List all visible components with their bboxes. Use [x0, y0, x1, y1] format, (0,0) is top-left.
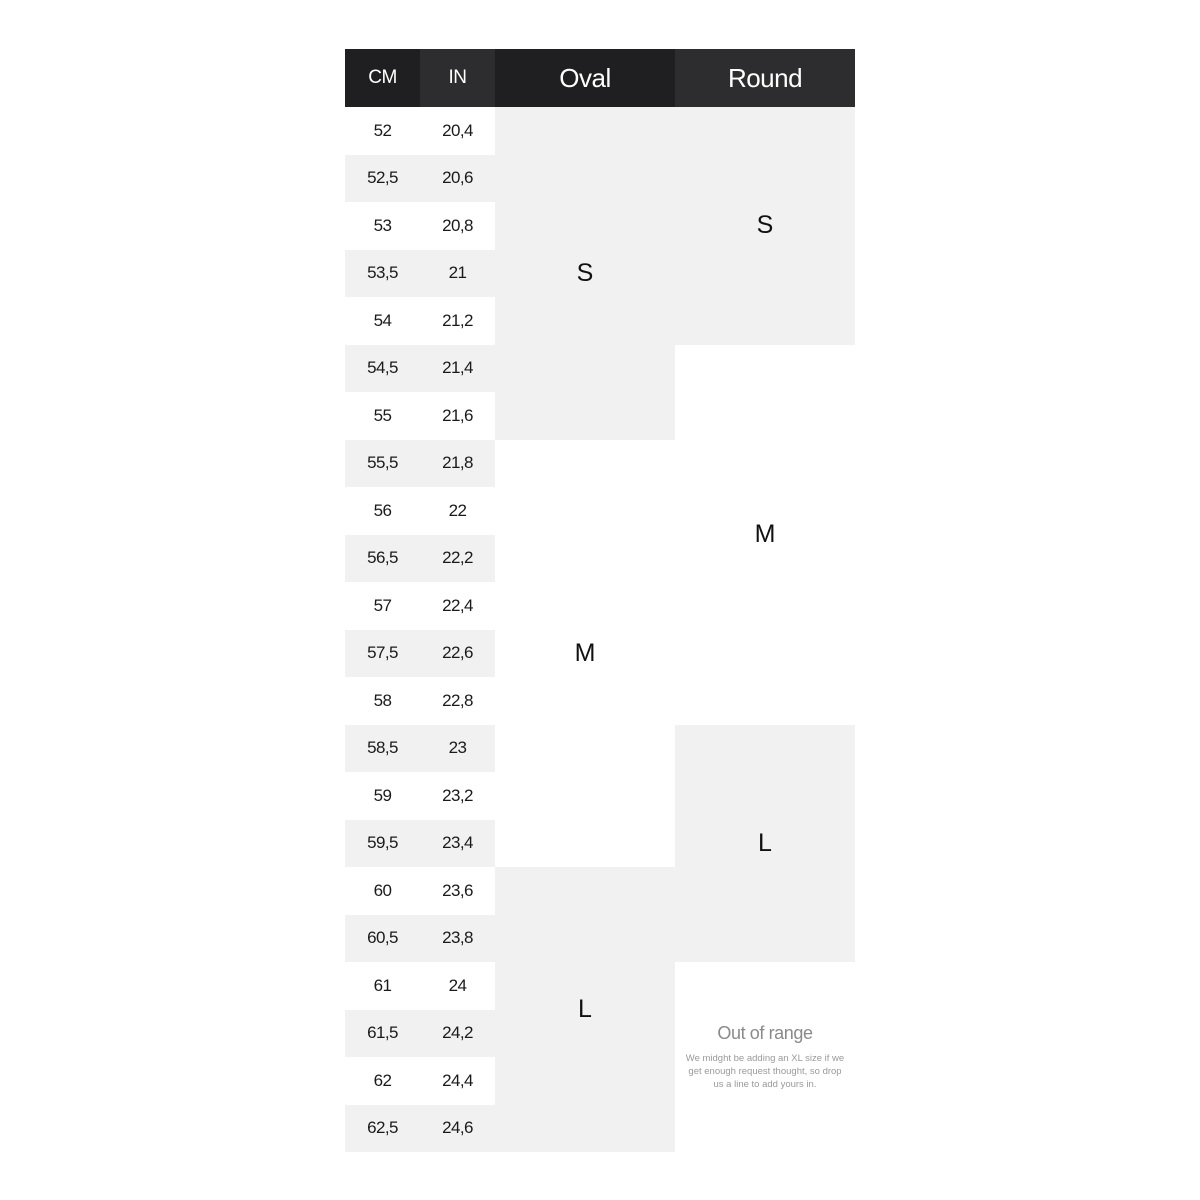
- round-size-l: L: [675, 725, 855, 963]
- cm-cell: 53,5: [345, 250, 420, 298]
- in-cell: 24: [420, 962, 495, 1010]
- header-in: IN: [420, 49, 495, 107]
- oval-size-m: M: [495, 440, 675, 868]
- out-of-range-note: We midght be adding an XL size if we get enough request thought, so drop us a line to add yours in.: [685, 1053, 845, 1090]
- cm-cell: 53: [345, 202, 420, 250]
- in-cell: 20,4: [420, 107, 495, 155]
- in-cell: 24,6: [420, 1105, 495, 1153]
- cm-cell: 60: [345, 867, 420, 915]
- cm-cell: 52: [345, 107, 420, 155]
- in-cell: 22,6: [420, 630, 495, 678]
- cm-cell: 54: [345, 297, 420, 345]
- in-cell: 24,2: [420, 1010, 495, 1058]
- in-cell: 24,4: [420, 1057, 495, 1105]
- cm-cell: 54,5: [345, 345, 420, 393]
- out-of-range-title: Out of range: [717, 1023, 813, 1043]
- cm-cell: 61,5: [345, 1010, 420, 1058]
- in-cell: 22,8: [420, 677, 495, 725]
- cm-cell: 55: [345, 392, 420, 440]
- oval-size-s: S: [495, 107, 675, 440]
- size-chart: [345, 49, 855, 1151]
- in-cell: 20,8: [420, 202, 495, 250]
- in-cell: 21,8: [420, 440, 495, 488]
- cm-cell: 57,5: [345, 630, 420, 678]
- cm-cell: 60,5: [345, 915, 420, 963]
- header-cm: CM: [345, 49, 420, 107]
- in-cell: 23,2: [420, 772, 495, 820]
- round-size-s: S: [675, 107, 855, 345]
- in-cell: 22,4: [420, 582, 495, 630]
- cm-cell: 62,5: [345, 1105, 420, 1153]
- in-cell: 20,6: [420, 155, 495, 203]
- header-round: Round: [675, 49, 855, 107]
- cm-cell: 62: [345, 1057, 420, 1105]
- round-size-m: M: [675, 345, 855, 725]
- cm-cell: 59,5: [345, 820, 420, 868]
- in-cell: 21,6: [420, 392, 495, 440]
- in-cell: 23,6: [420, 867, 495, 915]
- in-cell: 23: [420, 725, 495, 773]
- cm-cell: 57: [345, 582, 420, 630]
- in-cell: 21,2: [420, 297, 495, 345]
- in-cell: 21,4: [420, 345, 495, 393]
- cm-cell: 59: [345, 772, 420, 820]
- cm-cell: 58: [345, 677, 420, 725]
- cm-cell: 58,5: [345, 725, 420, 773]
- out-of-range-block: [675, 962, 855, 1152]
- cm-cell: 61: [345, 962, 420, 1010]
- in-cell: 22,2: [420, 535, 495, 583]
- header-oval: Oval: [495, 49, 675, 107]
- cm-cell: 56: [345, 487, 420, 535]
- oval-size-l: L: [495, 867, 675, 1152]
- in-cell: 23,8: [420, 915, 495, 963]
- in-cell: 21: [420, 250, 495, 298]
- cm-cell: 56,5: [345, 535, 420, 583]
- cm-cell: 52,5: [345, 155, 420, 203]
- in-cell: 22: [420, 487, 495, 535]
- in-cell: 23,4: [420, 820, 495, 868]
- cm-cell: 55,5: [345, 440, 420, 488]
